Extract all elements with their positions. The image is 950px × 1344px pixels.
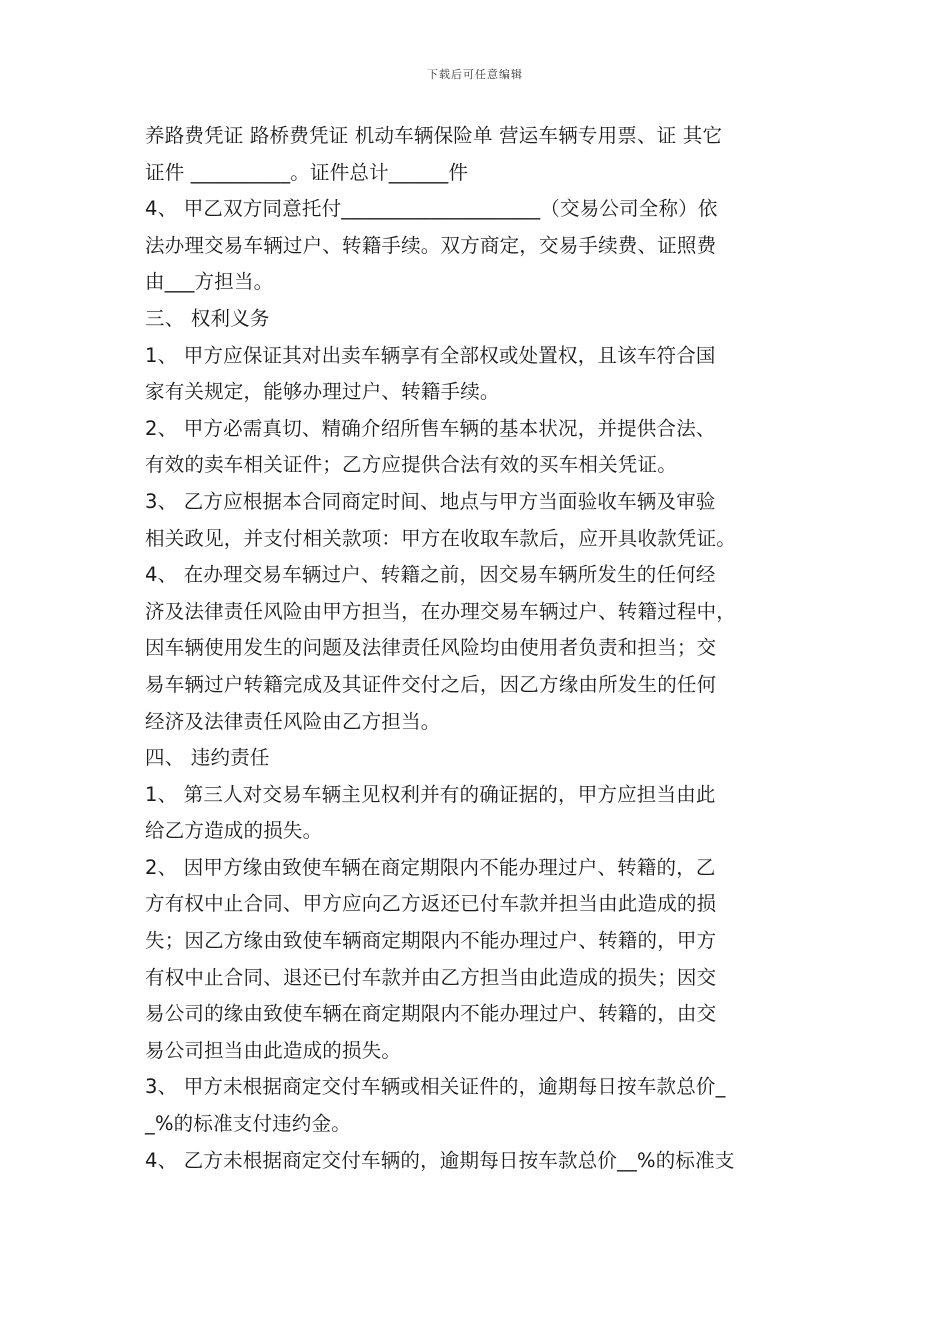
text-line: 易车辆过户转籍完成及其证件交付之后，因乙方缘由所发生的任何 xyxy=(145,672,717,696)
text-line: 易公司担当由此造成的损失。 xyxy=(145,1038,402,1062)
text-line: 相关政见，并支付相关款项：甲方在收取车款后，应开具收款凭证。 xyxy=(145,526,737,550)
text-line: 易公司的缘由致使车辆在商定期限内不能办理过户、转籍的，由交 xyxy=(145,1002,717,1026)
section-heading-liability: 四、 违约责任 xyxy=(145,746,270,770)
text-line: 方有权中止合同、甲方应向乙方返还已付车款并担当由此造成的损 xyxy=(145,892,717,916)
text-line: 2、 因甲方缘由致使车辆在商定期限内不能办理过户、转籍的，乙 xyxy=(145,855,716,879)
text-line: 经济及法律责任风险由乙方担当。 xyxy=(145,709,441,733)
text-line: 4、 乙方未根据商定交付车辆的，逾期每日按车款总价__%的标准支 xyxy=(145,1148,735,1172)
text-line: 1、 甲方应保证其对出卖车辆享有全部权或处置权，且该车符合国 xyxy=(145,343,716,367)
text-line: 有权中止合同、退还已付车款并由乙方担当由此造成的损失；因交 xyxy=(145,965,717,989)
text-line: 失；因乙方缘由致使车辆商定期限内不能办理过户、转籍的，甲方 xyxy=(145,929,717,953)
text-line: 2、 甲方必需真切、精确介绍所售车辆的基本状况，并提供合法、 xyxy=(145,416,716,440)
clause-4-line: 4、 甲乙双方同意托付____________________（交易公司全称）依 xyxy=(145,197,718,221)
text-line: 给乙方造成的损失。 xyxy=(145,819,323,843)
text-line: _%的标准支付违约金。 xyxy=(145,1112,351,1136)
text-line: 养路费凭证 路桥费凭证 机动车辆保险单 营运车辆专用票、证 其它 xyxy=(145,124,723,147)
text-line: 因车辆使用发生的问题及法律责任风险均由使用者负责和担当；交 xyxy=(145,636,717,660)
text-line: 有效的卖车相关证件；乙方应提供合法有效的买车相关凭证。 xyxy=(145,453,677,477)
text-line: 1、 第三人对交易车辆主见权利并有的确证据的，甲方应担当由此 xyxy=(145,782,716,806)
contract-body xyxy=(145,118,825,1179)
text-line: 4、 在办理交易车辆过户、转籍之前，因交易车辆所发生的任何经 xyxy=(145,563,716,587)
text-line: 3、 甲方未根据商定交付车辆或相关证件的，逾期每日按车款总价_ xyxy=(145,1075,726,1099)
text-line: 济及法律责任风险由甲方担当，在办理交易车辆过户、转籍过程中， xyxy=(145,599,737,623)
text-line: 法办理交易车辆过户、转籍手续。双方商定，交易手续费、证照费 xyxy=(145,233,717,257)
page-header: 下载后可任意编辑 xyxy=(427,68,523,81)
text-line: 由___方担当。 xyxy=(145,270,274,294)
text-line: 家有关规定，能够办理过户、转籍手续。 xyxy=(145,380,500,404)
text-line: 3、 乙方应根据本合同商定时间、地点与甲方当面验收车辆及审验 xyxy=(145,489,716,513)
text-line: 证件 __________。证件总计______件 xyxy=(145,160,469,184)
section-heading-rights: 三、 权利义务 xyxy=(145,306,270,330)
